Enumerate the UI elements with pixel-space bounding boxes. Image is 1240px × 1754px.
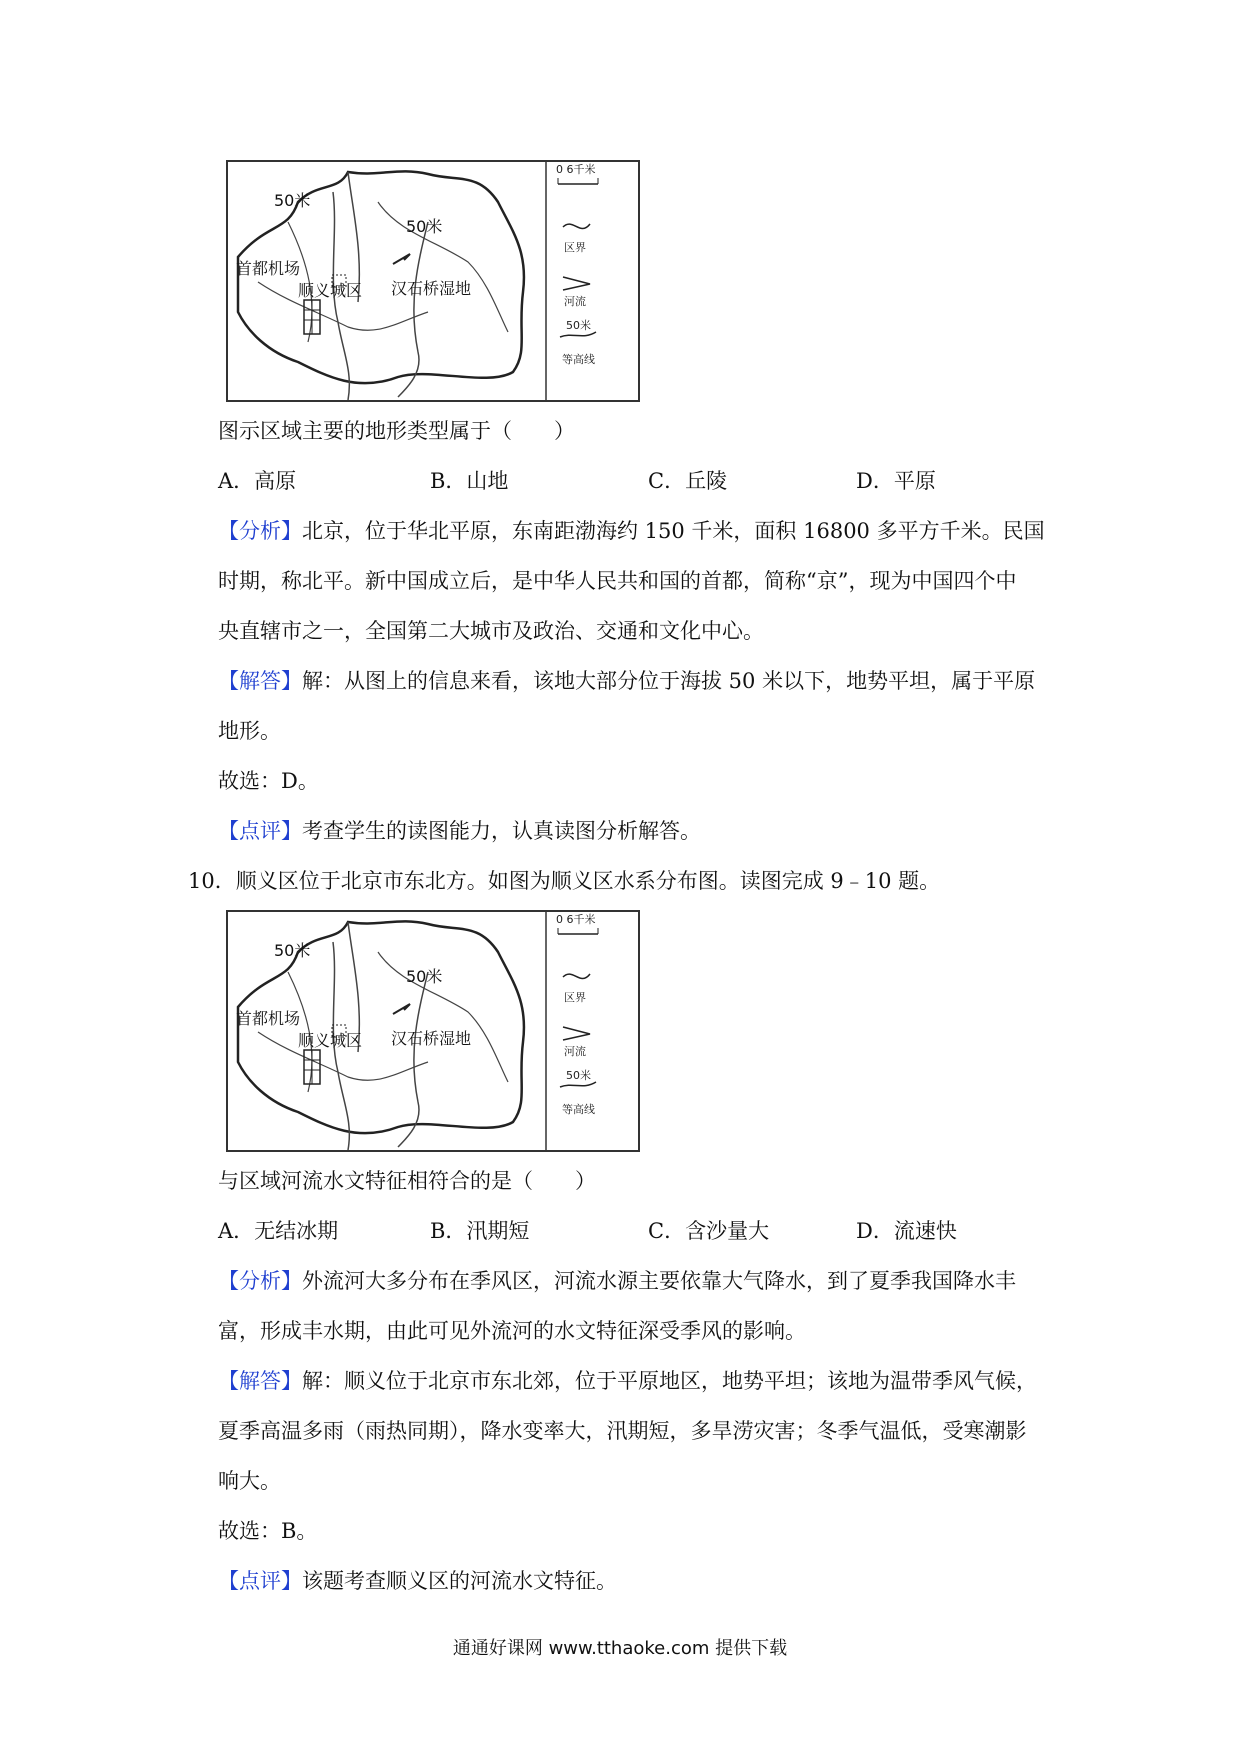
answer-line: 地形。 bbox=[218, 719, 281, 743]
analysis-line: 时期，称北平。新中国成立后，是中华人民共和国的首都，简称“京”，现为中国四个中 bbox=[218, 569, 1017, 593]
answer-line: 响大。 bbox=[218, 1469, 281, 1493]
comment-line: 【点评】该题考查顺义区的河流水文特征。 bbox=[218, 1569, 617, 1593]
airport-label: 首都机场 bbox=[236, 1009, 301, 1028]
analysis-tag: 【分析】 bbox=[218, 1269, 302, 1293]
airport-label: 首都机场 bbox=[236, 259, 301, 278]
wetland-label: 汉石桥湿地 bbox=[391, 1029, 472, 1048]
option-a: A．无结冰期 bbox=[218, 1219, 339, 1243]
option-d: D．流速快 bbox=[856, 1219, 957, 1243]
legend-river: 河流 bbox=[564, 1045, 586, 1058]
legend-contour: 等高线 bbox=[562, 353, 595, 366]
answer-line: 夏季高温多雨（雨热同期），降水变率大，汛期短，多旱涝灾害；冬季气温低，受寒潮影 bbox=[218, 1419, 1027, 1443]
legend-contour-value: 50米 bbox=[566, 319, 591, 332]
legend-scale: 0 6千米 bbox=[556, 163, 596, 176]
analysis-line: 【分析】外流河大多分布在季风区，河流水源主要依靠大气降水，到了夏季我国降水丰 bbox=[218, 1269, 1016, 1293]
legend-river: 河流 bbox=[564, 295, 586, 308]
contour-label: 50米 bbox=[406, 967, 443, 986]
city-label: 顺义城区 bbox=[298, 1031, 363, 1050]
choice-line: 故选：D。 bbox=[218, 769, 319, 793]
analysis-tag: 【分析】 bbox=[218, 519, 302, 543]
option-a: A．高原 bbox=[218, 469, 297, 493]
contour-label: 50米 bbox=[274, 941, 311, 960]
city-label: 顺义城区 bbox=[298, 281, 363, 300]
answer-line: 【解答】解：从图上的信息来看，该地大部分位于海拔 50 米以下，地势平坦，属于平原 bbox=[218, 669, 1036, 693]
question-stem: 与区域河流水文特征相符合的是（ ） bbox=[218, 1169, 596, 1193]
analysis-line: 【分析】北京，位于华北平原，东南距渤海约 150 千米，面积 16800 多平方千米。民国 bbox=[218, 519, 1045, 543]
legend-contour-value: 50米 bbox=[566, 1069, 591, 1082]
question-intro: 10．顺义区位于北京市东北方。如图为顺义区水系分布图。读图完成 9﹣10 题。 bbox=[188, 869, 941, 893]
question-stem: 图示区域主要的地形类型属于（ ） bbox=[218, 419, 575, 443]
wetland-label: 汉石桥湿地 bbox=[391, 279, 472, 298]
shunyi-water-map-1 bbox=[226, 160, 640, 402]
option-d: D．平原 bbox=[856, 469, 936, 493]
contour-label: 50米 bbox=[406, 217, 443, 236]
analysis-line: 央直辖市之一，全国第二大城市及政治、交通和文化中心。 bbox=[218, 619, 764, 643]
option-c: C．含沙量大 bbox=[648, 1219, 770, 1243]
comment-tag: 【点评】 bbox=[218, 1569, 302, 1593]
answer-line: 【解答】解：顺义位于北京市东北郊，位于平原地区，地势平坦；该地为温带季风气候， bbox=[218, 1369, 1037, 1393]
answer-tag: 【解答】 bbox=[218, 1369, 302, 1393]
option-b: B．汛期短 bbox=[430, 1219, 530, 1243]
option-b: B．山地 bbox=[430, 469, 509, 493]
analysis-line: 富，形成丰水期，由此可见外流河的水文特征深受季风的影响。 bbox=[218, 1319, 806, 1343]
option-c: C．丘陵 bbox=[648, 469, 728, 493]
legend-boundary: 区界 bbox=[564, 241, 586, 254]
choice-line: 故选：B。 bbox=[218, 1519, 318, 1543]
answer-tag: 【解答】 bbox=[218, 669, 302, 693]
legend-boundary: 区界 bbox=[564, 991, 586, 1004]
footer-source: 通通好课网 www.tthaoke.com 提供下载 bbox=[452, 1638, 788, 1659]
legend-contour: 等高线 bbox=[562, 1103, 595, 1116]
legend-scale: 0 6千米 bbox=[556, 913, 596, 926]
shunyi-water-map-2 bbox=[226, 910, 640, 1152]
comment-line: 【点评】考查学生的读图能力，认真读图分析解答。 bbox=[218, 819, 701, 843]
contour-label: 50米 bbox=[274, 191, 311, 210]
comment-tag: 【点评】 bbox=[218, 819, 302, 843]
